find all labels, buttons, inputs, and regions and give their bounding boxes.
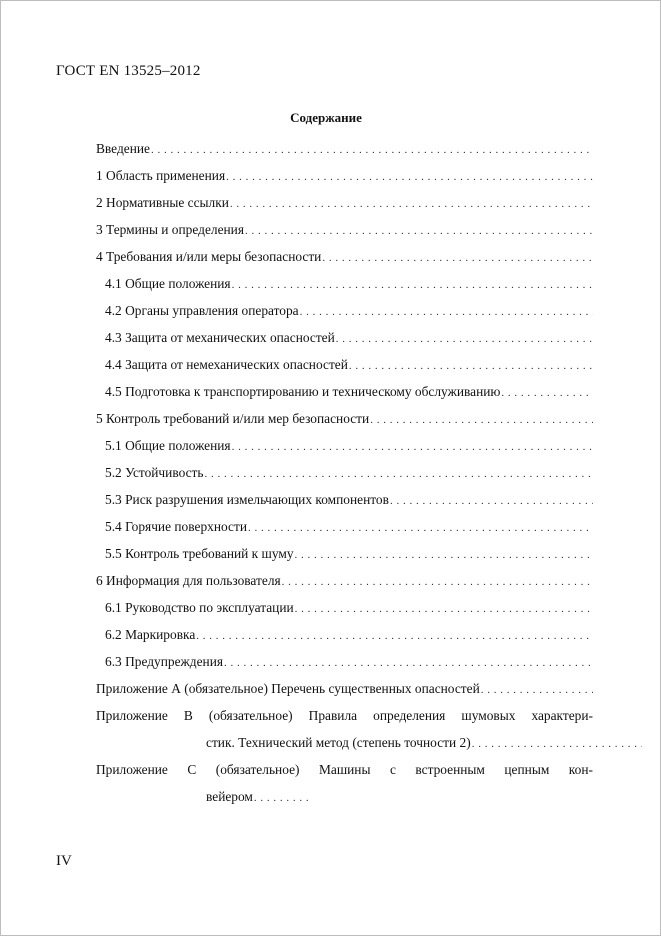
- annex-word: цепным: [504, 762, 550, 777]
- toc-entry-label: 4.2 Органы управления оператора: [105, 303, 299, 318]
- annex-word: С: [187, 762, 197, 777]
- annex-c-line-2: [96, 787, 593, 814]
- dot-leader: [230, 194, 593, 214]
- dot-leader: [322, 248, 593, 268]
- toc-entry-label: 5 Контроль требований и/или мер безопасности: [96, 411, 370, 426]
- dot-leader: [472, 734, 642, 754]
- page-number: IV: [56, 853, 72, 869]
- annex-word: шумовых: [461, 708, 516, 723]
- dot-leader: [245, 221, 593, 241]
- toc-entry-label: 4.4 Защита от немеханических опасностей: [105, 357, 348, 372]
- toc-entry-label: 5.4 Горячие поверхности: [105, 519, 247, 534]
- toc-entry[interactable]: [96, 220, 593, 247]
- toc-entry-label: 6 Информация для пользователя: [96, 573, 281, 588]
- annex-word: с: [389, 762, 396, 777]
- dot-leader: [501, 383, 593, 403]
- toc-entry[interactable]: [96, 328, 593, 355]
- toc-entry[interactable]: [96, 598, 593, 625]
- dot-leader: [224, 653, 593, 673]
- dot-leader: [205, 464, 594, 484]
- toc-entry[interactable]: [96, 679, 593, 706]
- toc-entry-annex-b[interactable]: [96, 706, 593, 760]
- annex-word: (обязательное): [208, 708, 293, 723]
- dot-leader: [232, 437, 593, 457]
- toc-entry-label: 4.3 Защита от механических опасностей: [105, 330, 335, 345]
- toc-entry[interactable]: [96, 355, 593, 382]
- toc-entry[interactable]: [96, 274, 593, 301]
- dot-leader: [295, 599, 593, 619]
- toc-entry[interactable]: [96, 301, 593, 328]
- toc-entry[interactable]: [96, 571, 593, 598]
- annex-word: Правила: [308, 708, 358, 723]
- dot-leader: [282, 572, 593, 592]
- toc-entry[interactable]: [96, 544, 593, 571]
- dot-leader: [196, 626, 593, 646]
- annex-word: Приложение: [96, 762, 168, 777]
- toc-entry-label: 6.1 Руководство по эксплуатации: [105, 600, 294, 615]
- toc-entry-label: 3 Термины и определения: [96, 222, 245, 237]
- dot-leader: [295, 545, 593, 565]
- toc-entry[interactable]: [96, 382, 593, 409]
- annex-c-line-1: [96, 760, 593, 787]
- toc-entry-label: Введение: [96, 141, 150, 156]
- toc-entry-label: 4.5 Подготовка к транспортированию и техническому обслуживанию: [105, 384, 501, 399]
- toc-entry-label: 4.1 Общие положения: [105, 276, 231, 291]
- toc-entry[interactable]: [96, 652, 593, 679]
- annex-word: кон-: [568, 762, 593, 777]
- dot-leader: [254, 788, 309, 808]
- annex-b-line-1: [96, 706, 593, 733]
- toc-entry-label: 5.1 Общие положения: [105, 438, 231, 453]
- standard-code: ГОСТ EN 13525–2012: [56, 63, 201, 79]
- toc-entry-label: 2 Нормативные ссылки: [96, 195, 229, 210]
- toc-entry[interactable]: [96, 409, 593, 436]
- toc-entry[interactable]: [96, 247, 593, 274]
- dot-leader: [300, 302, 593, 322]
- toc-entry[interactable]: [96, 490, 593, 517]
- annex-word: встроенным: [415, 762, 485, 777]
- toc-entry[interactable]: [96, 139, 593, 166]
- annex-word: (обязательное): [215, 762, 300, 777]
- toc-entry-annex-c[interactable]: [96, 760, 593, 814]
- toc-entry-label: 6.2 Маркировка: [105, 627, 196, 642]
- toc-entry-label: 5.5 Контроль требований к шуму: [105, 546, 294, 561]
- toc-entry-label: 5.3 Риск разрушения измельчающих компонентов: [105, 492, 389, 507]
- annex-b-line-2: [96, 733, 593, 760]
- toc-entry[interactable]: [96, 517, 593, 544]
- dot-leader: [336, 329, 593, 349]
- annex-word: В: [183, 708, 193, 723]
- annex-word: Машины: [318, 762, 371, 777]
- toc-entry[interactable]: [96, 463, 593, 490]
- dot-leader: [349, 356, 593, 376]
- dot-leader: [226, 167, 593, 187]
- dot-leader: [151, 140, 593, 160]
- toc-entry[interactable]: [96, 166, 593, 193]
- toc-entry-label: 5.2 Устойчивость: [105, 465, 204, 480]
- dot-leader: [481, 680, 593, 700]
- toc-entry[interactable]: [96, 625, 593, 652]
- dot-leader: [390, 491, 593, 511]
- annex-c-line-2-text: вейером: [206, 789, 253, 804]
- annex-b-line-2-text: стик. Технический метод (степень точности 2): [206, 735, 471, 750]
- dot-leader: [248, 518, 593, 538]
- annex-word: Приложение: [96, 708, 168, 723]
- toc-entry-label: Приложение А (обязательное) Перечень существенных опасностей: [96, 681, 480, 696]
- toc-entry[interactable]: [96, 193, 593, 220]
- table-of-contents: [96, 139, 593, 814]
- toc-entry-label: 4 Требования и/или меры безопасности: [96, 249, 322, 264]
- annex-word: определения: [373, 708, 446, 723]
- dot-leader: [370, 410, 593, 430]
- toc-entry-label: 6.3 Предупреждения: [105, 654, 224, 669]
- toc-entry-label: 1 Область применения: [96, 168, 226, 183]
- dot-leader: [232, 275, 593, 295]
- toc-title: Содержание: [290, 110, 362, 125]
- annex-word: характери-: [531, 708, 593, 723]
- toc-entry[interactable]: [96, 436, 593, 463]
